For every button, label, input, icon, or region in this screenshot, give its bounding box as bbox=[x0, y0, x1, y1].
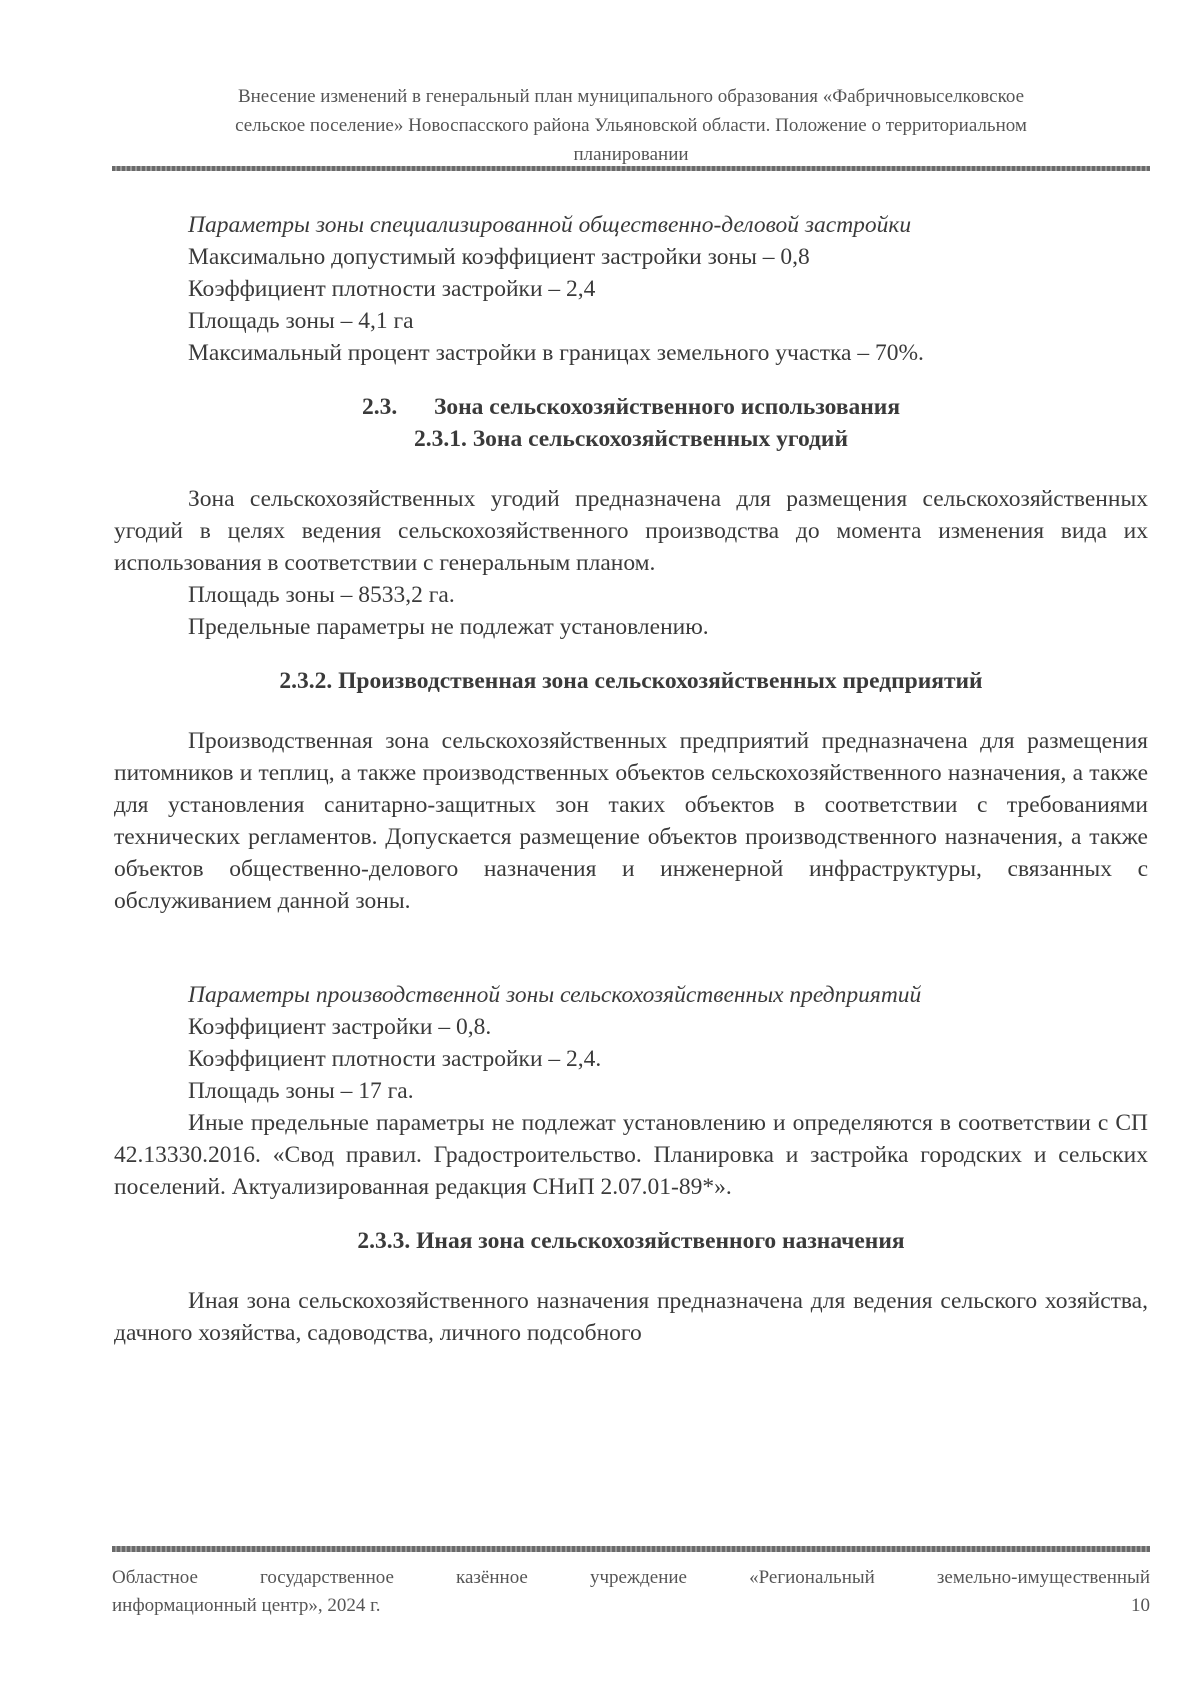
paragraph: Производственная зона сельскохозяйственных предприятий предназначена для размещения питомников и теплиц, а также производственных объектов сельскохозяйственного назначения, а также для установления санитарно-защитных зон таких объектов в соответствии с требованиями технических регламентов. Допускается размещение объектов производственного назначения, а также объектов общественно-делового назначения и инженерной инфраструктуры, связанных с обслуживанием данной зоны. bbox=[114, 728, 1148, 914]
business-param-line: Коэффициент плотности застройки – 2,4 bbox=[188, 276, 596, 302]
production-param-line: Площадь зоны – 17 га. bbox=[188, 1078, 414, 1104]
header-line-3: планировании bbox=[573, 144, 689, 165]
section-heading-2-3-3: 2.3.3. Иная зона сельскохозяйственного назначения bbox=[357, 1228, 905, 1254]
header-divider bbox=[112, 166, 1150, 171]
zone-area: Площадь зоны – 8533,2 га. bbox=[188, 582, 455, 608]
footer-line-2: информационный центр», 2024 г. bbox=[112, 1595, 381, 1616]
production-param-line: Коэффициент плотности застройки – 2,4. bbox=[188, 1046, 602, 1072]
production-params-title: Параметры производственной зоны сельскохозяйственных предприятий bbox=[188, 982, 922, 1008]
production-param-line: Коэффициент застройки – 0,8. bbox=[188, 1014, 492, 1040]
page-footer bbox=[112, 1564, 1150, 1620]
section-title: Зона сельскохозяйственного использования bbox=[433, 394, 901, 420]
section-heading-2-3 bbox=[114, 391, 1148, 423]
business-params-title: Параметры зоны специализированной общественно-деловой застройки bbox=[188, 212, 912, 238]
paragraph: Иная зона сельскохозяйственного назначения предназначена для ведения сельского хозяйства, дачного хозяйства, садоводства, личного подсобного bbox=[114, 1288, 1148, 1346]
page-header bbox=[112, 82, 1150, 169]
footer-divider bbox=[112, 1546, 1150, 1552]
business-param-line: Площадь зоны – 4,1 га bbox=[188, 308, 414, 334]
business-param-line: Максимальный процент застройки в границах земельного участка – 70%. bbox=[188, 340, 924, 366]
header-line-1: Внесение изменений в генеральный план муниципального образования «Фабричновыселковское bbox=[237, 86, 1025, 107]
page-number: 10 bbox=[1131, 1595, 1150, 1616]
paragraph: Зона сельскохозяйственных угодий предназначена для размещения сельскохозяйственных угодий в целях ведения сельскохозяйственного производства до момента изменения вида их использования в соответствии с генеральным планом. bbox=[114, 486, 1148, 576]
section-number: 2.3. bbox=[361, 394, 398, 420]
header-line-2: сельское поселение» Новоспасского района Ульяновской области. Положение о территориальном bbox=[235, 115, 1027, 136]
footer-line-2-row bbox=[112, 1592, 1150, 1620]
footer-line-1: Областное государственное казённое учреждение «Региональный земельно-имущественный bbox=[112, 1567, 1150, 1588]
page-content bbox=[114, 209, 1148, 1349]
section-heading-2-3-1: 2.3.1. Зона сельскохозяйственных угодий bbox=[414, 426, 848, 452]
paragraph: Иные предельные параметры не подлежат установлению и определяются в соответствии с СП 42.13330.2016. «Свод правил. Градостроительство. Планировка и застройка городских и сельских поселений. Актуализированная редакция СНиП 2.07.01-89*». bbox=[114, 1110, 1148, 1200]
zone-limits: Предельные параметры не подлежат установлению. bbox=[188, 614, 709, 640]
section-heading-2-3-2: 2.3.2. Производственная зона сельскохозяйственных предприятий bbox=[279, 668, 983, 694]
business-param-line: Максимально допустимый коэффициент застройки зоны – 0,8 bbox=[188, 244, 810, 270]
